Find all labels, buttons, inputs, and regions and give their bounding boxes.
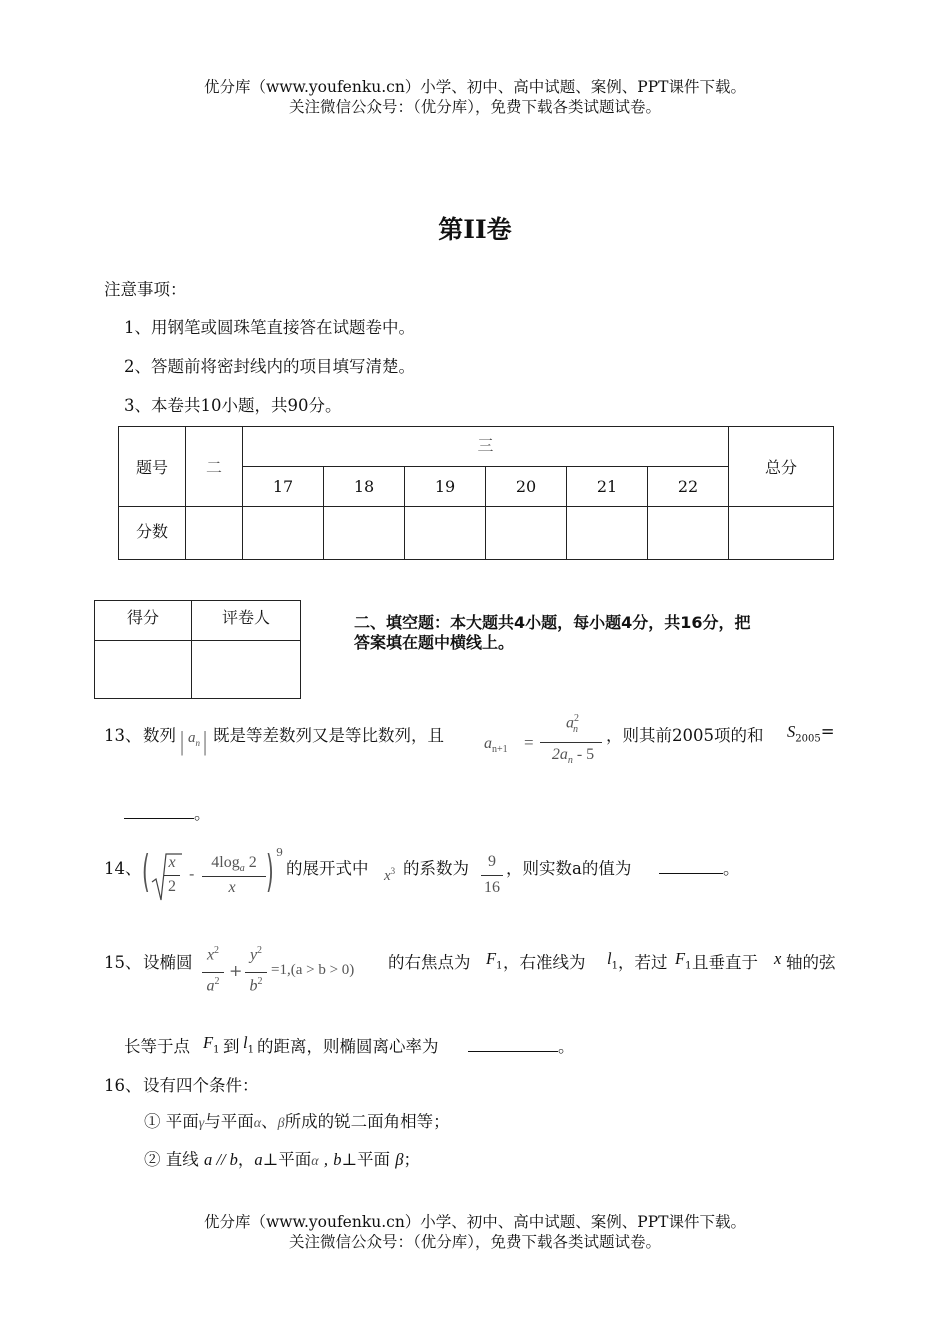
- q14-x: x: [168, 854, 176, 871]
- circled-one: ①: [144, 1112, 161, 1131]
- col-question: 20: [486, 467, 567, 507]
- q15-text-1: 设椭圆: [143, 953, 193, 972]
- col-question: 17: [243, 467, 324, 507]
- q14-answer-line[interactable]: 。: [659, 855, 740, 879]
- q14-minus: -: [189, 864, 195, 883]
- footer-line-1: 优分库（www.youfenku.cn）小学、初中、高中试题、案例、PPT课件下载。: [203, 1213, 747, 1231]
- q13-equals: =: [524, 733, 534, 752]
- q13-brace-right: |: [203, 728, 208, 756]
- note-item: 2、答题前将密封线内的项目填写清楚。: [124, 357, 415, 376]
- q14-exponent: 9: [276, 846, 283, 859]
- q16-text: 设有四个条件：: [143, 1076, 259, 1095]
- grader-table: [94, 600, 301, 699]
- q15-x2: $x^2$: [206, 945, 220, 964]
- score-cell[interactable]: [186, 507, 243, 560]
- q16-condition-1: ① 平面γ与平面α、β所成的锐二面角相等；: [144, 1112, 450, 1131]
- q16-number: 16、: [104, 1076, 142, 1095]
- q14-log-numerator: $4\log_a$ 2: [211, 854, 257, 875]
- q14-text-2: 的系数为: [403, 859, 469, 878]
- grader-score-cell[interactable]: [95, 641, 192, 699]
- grader-score-label: 得分: [95, 601, 192, 641]
- q13-fraction-bar: [540, 742, 602, 743]
- section-2-line-2: 答案填在题中横线上。: [354, 633, 515, 652]
- q15-a2: $a^2$: [206, 976, 220, 995]
- header-line-1: 优分库（www.youfenku.cn）小学、初中、高中试题、案例、PPT课件下载。: [203, 78, 747, 96]
- q14-paren-right: ): [266, 846, 274, 897]
- col-question: 21: [567, 467, 648, 507]
- row-label-score: 分数: [119, 507, 186, 560]
- q13-lhs: $a_{n+1}$: [484, 735, 508, 756]
- q15-text-4: ，若过: [618, 953, 668, 972]
- q15-line2-text-2: 到: [223, 1037, 240, 1056]
- q14-frac-den: 16: [484, 879, 500, 896]
- col-question: 18: [324, 467, 405, 507]
- q15-x-axis: x: [774, 949, 782, 968]
- section-2-heading: [354, 613, 854, 653]
- q14-paren-left: (: [142, 846, 150, 897]
- notes-heading: 注意事项：: [104, 280, 187, 299]
- q13-an: $a_n$: [188, 730, 200, 748]
- q15-text-6: 轴的弦: [786, 953, 836, 972]
- q14-two: 2: [168, 878, 176, 895]
- page-title: 第II卷: [438, 215, 512, 244]
- row-label-question: 题号: [119, 427, 186, 507]
- q14-log-denominator: x: [228, 879, 236, 896]
- q15-plus: +: [229, 961, 243, 980]
- q15-text-3: ，右准线为: [503, 953, 586, 972]
- score-table: [118, 426, 834, 560]
- score-cell[interactable]: [729, 507, 834, 560]
- q15-focus: $F_1$: [486, 949, 503, 972]
- score-cell[interactable]: [243, 507, 324, 560]
- q13-text-3: ，则其前2005项的和: [606, 726, 764, 745]
- q15-line2-text-3: 的距离，则椭圆离心率为: [257, 1037, 439, 1056]
- q14-x3: $x^3$: [384, 866, 396, 884]
- page-footer: [0, 1212, 950, 1252]
- circled-two: ②: [144, 1150, 161, 1169]
- q15-directrix: $l_1$: [607, 949, 618, 972]
- q14-number: 14、: [104, 859, 142, 878]
- q15-condition: =1,(a > b > 0): [271, 962, 355, 978]
- score-cell[interactable]: [324, 507, 405, 560]
- q15-text-5: 且垂直于: [692, 953, 758, 972]
- page-header: [0, 77, 950, 117]
- score-cell[interactable]: [486, 507, 567, 560]
- q13-numerator: $a^2_n$: [566, 713, 579, 735]
- q14-log-bar: [202, 876, 266, 877]
- col-total: 总分: [729, 427, 834, 507]
- q13-sum: $S_{2005}=$: [787, 722, 835, 745]
- score-cell[interactable]: [648, 507, 729, 560]
- q15-line2-focus: $F_1$: [203, 1033, 220, 1056]
- grader-name-label: 评卷人: [192, 601, 301, 641]
- q13-answer-line[interactable]: 。: [124, 800, 211, 824]
- q15-y2: $y^2$: [249, 945, 263, 964]
- q15-answer-line[interactable]: 。: [468, 1033, 575, 1057]
- q13-number: 13、: [104, 726, 142, 745]
- q13-text-2: 既是等差数列又是等比数列，且: [213, 726, 444, 745]
- q15-line2-text-1: 长等于点: [124, 1037, 190, 1056]
- q15-frac-bar-2: [245, 972, 267, 973]
- footer-line-2: 关注微信公众号：（优分库），免费下载各类试题试卷。: [288, 1233, 661, 1251]
- q13-text-1: 数列: [143, 726, 176, 745]
- q14-frac-num: 9: [488, 853, 496, 870]
- q15-focus-2: $F_1$: [675, 949, 692, 972]
- col-question: 22: [648, 467, 729, 507]
- col-part-3: 三: [243, 427, 729, 467]
- col-question: 19: [405, 467, 486, 507]
- score-cell[interactable]: [405, 507, 486, 560]
- col-part-2: 二: [186, 427, 243, 507]
- q14-sqrt-bar: [164, 875, 180, 876]
- grader-name-cell[interactable]: [192, 641, 301, 699]
- q15-line2-directrix: $l_1$: [243, 1033, 254, 1056]
- q15-text-2: 的右焦点为: [388, 953, 471, 972]
- score-cell[interactable]: [567, 507, 648, 560]
- q14-text-1: 的展开式中: [286, 859, 369, 878]
- q16-condition-2: ② 直线 a // b，a⊥平面α , b⊥平面 β；: [144, 1150, 420, 1169]
- note-item: 3、本卷共10小题，共90分。: [124, 396, 342, 415]
- q14-text-3: ，则实数a的值为: [506, 859, 632, 878]
- header-line-2: 关注微信公众号：（优分库），免费下载各类试题试卷。: [288, 98, 661, 116]
- q15-b2: $b^2$: [249, 976, 263, 995]
- q14-frac-bar: [481, 875, 503, 876]
- q15-number: 15、: [104, 953, 142, 972]
- q15-frac-bar-1: [202, 972, 224, 973]
- note-item: 1、用钢笔或圆珠笔直接答在试题卷中。: [124, 318, 415, 337]
- q13-brace-left: |: [180, 728, 185, 756]
- section-2-line-1: 二、填空题：本大题共4小题，每小题4分，共16分，把: [354, 613, 751, 632]
- q13-denominator: $2a_n - 5$: [551, 746, 595, 767]
